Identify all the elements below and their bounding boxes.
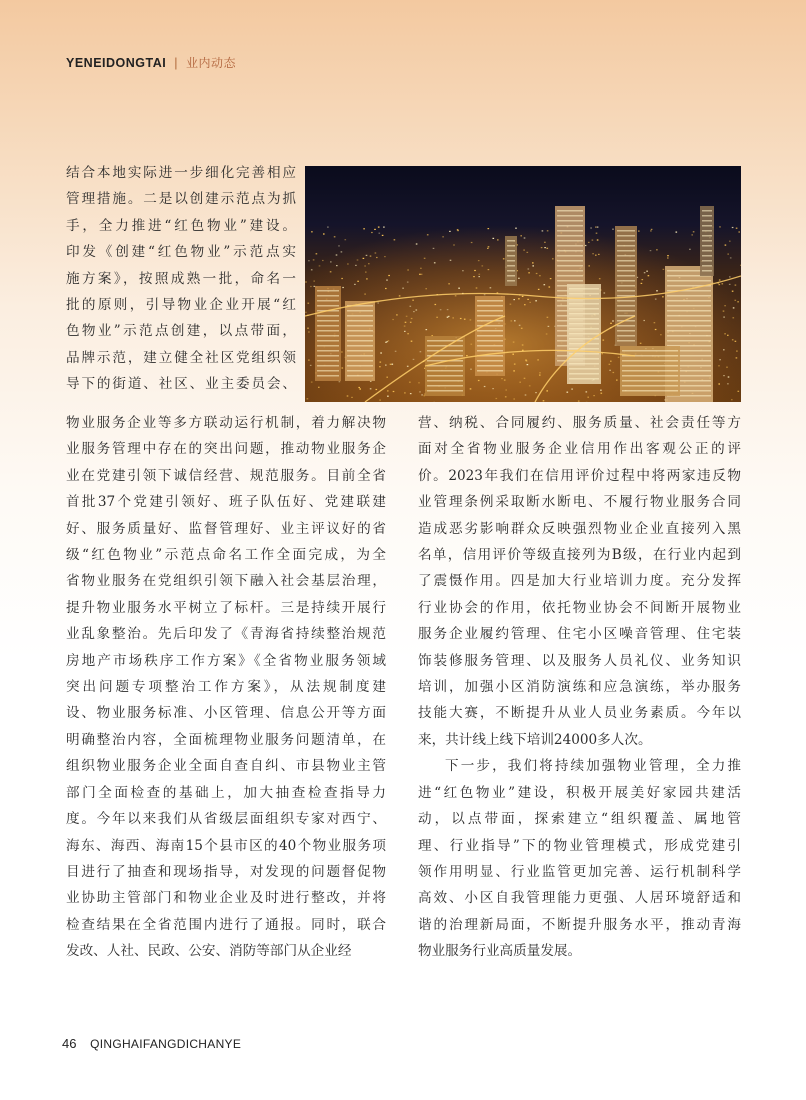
- text-line: 领作用明显、行业监管更加完善、运行机制科学: [418, 863, 741, 880]
- text-line: 海东、海西、海南15个县市区的40个物业服务项: [66, 837, 386, 854]
- text-line: 设、物业服务标准、小区管理、信息公开等方面: [66, 705, 386, 722]
- text-line: 组织物业服务企业全面自查自纠、市县物业主管: [66, 758, 386, 775]
- text-line: 业在党建引领下诚信经营、规范服务。目前全省: [66, 467, 386, 484]
- page-footer: [62, 1036, 241, 1051]
- text-line: 下一步，我们将持续加强物业管理，全力推: [445, 758, 741, 775]
- text-line: 好、服务质量好、监督管理好、业主评议好的省: [66, 520, 386, 537]
- text-line: 动，以点带面，探索建立“组织覆盖、属地管: [418, 811, 741, 828]
- text-line: 高效、小区自我管理能力更强、人居环境舒适和: [418, 890, 741, 907]
- text-line: 了震慑作用。四是加大行业培训力度。充分发挥: [418, 573, 741, 590]
- text-line: 部门全面检查的基础上，加大抽查检查指导力: [66, 784, 386, 801]
- text-line: 施方案》，按照成熟一批，命名一: [66, 270, 296, 287]
- text-line: 理、行业指导”下的物业管理模式，形成党建引: [418, 837, 741, 854]
- text-line: 批的原则，引导物业企业开展“红: [66, 297, 296, 314]
- text-line: 进“红色物业”建设，积极开展美好家园共建活: [418, 784, 741, 801]
- text-line: 提升物业服务水平树立了标杆。三是持续开展行: [66, 599, 386, 616]
- header-section-cn: 业内动态: [185, 56, 236, 70]
- text-line: 管理措施。二是以创建示范点为抓: [66, 191, 296, 208]
- text-line: 结合本地实际进一步细化完善相应: [66, 165, 296, 181]
- text-line: 发改、人社、民政、公安、消防等部门从企业经: [66, 943, 352, 960]
- text-line: 服务企业履约管理、住宅小区噪音管理、住宅装: [418, 626, 741, 643]
- text-line: 印发《创建“红色物业”示范点实: [66, 244, 296, 261]
- text-line: 突出问题专项整治工作方案》，从法规制度建: [66, 679, 386, 696]
- article-text-left-column: [66, 410, 386, 965]
- text-line: 业服务管理中存在的突出问题，推动物业服务企: [66, 441, 386, 458]
- text-line: 造成恶劣影响群众反映强烈物业企业直接列入黑: [418, 520, 741, 537]
- text-line: 级“红色物业”示范点命名工作全面完成，为全: [66, 547, 386, 564]
- text-line: 明确整治内容，全面梳理物业服务问题清单，在: [66, 731, 386, 748]
- page-number: 46: [62, 1036, 77, 1051]
- city-night-skyline: [305, 166, 741, 402]
- header-section-en: YENEIDONGTAI: [66, 56, 167, 70]
- magazine-name: QINGHAIFANGDICHANYE: [90, 1037, 242, 1051]
- text-line: 省物业服务在党组织引领下融入社会基层治理，: [66, 573, 386, 590]
- text-line: 面对全省物业服务企业信用作出客观公正的评: [418, 441, 741, 458]
- article-text-right-column: [418, 410, 741, 965]
- text-line: 房地产市场秩序工作方案》《全省物业服务领域: [66, 652, 386, 669]
- text-line: 名单，信用评价等级直接列为B级，在行业内起到: [418, 547, 741, 564]
- text-line: 饰装修服务管理、以及服务人员礼仪、业务知识: [418, 652, 741, 669]
- city-night-photo: [305, 166, 741, 402]
- text-line: 价。2023年我们在信用评价过程中将两家违反物: [418, 467, 741, 484]
- article-text-top: [66, 160, 296, 398]
- text-line: 谐的治理新局面，不断提升服务水平，推动青海: [418, 916, 741, 933]
- text-line: 品牌示范，建立健全社区党组织领: [66, 349, 296, 366]
- text-line: 业协助主管部门和物业企业及时进行整改，并将: [66, 890, 386, 907]
- text-line: 首批37个党建引领好、班子队伍好、党建联建: [66, 494, 386, 511]
- text-line: 物业服务企业等多方联动运行机制，着力解决物: [66, 415, 386, 431]
- text-line: 导下的街道、社区、业主委员会、: [66, 376, 296, 393]
- text-line: 来，共计线上线下培训24000多人次。: [418, 731, 652, 748]
- text-line: 业管理条例采取断水断电、不履行物业服务合同: [418, 494, 741, 511]
- text-line: 行业协会的作用，依托物业协会不间断开展物业: [418, 599, 741, 616]
- text-line: 培训，加强小区消防演练和应急演练，举办服务: [418, 679, 741, 696]
- text-line: 物业服务行业高质量发展。: [418, 943, 582, 960]
- text-line: 技能大赛，不断提升从业人员业务素质。今年以: [418, 705, 741, 722]
- text-line: 色物业”示范点创建，以点带面，: [66, 323, 296, 340]
- header-separator: |: [174, 56, 178, 70]
- text-line: 业乱象整治。先后印发了《青海省持续整治规范: [66, 626, 386, 643]
- text-line: 手，全力推进“红色物业”建设。: [66, 217, 296, 234]
- text-line: 度。今年以来我们从省级层面组织专家对西宁、: [66, 811, 386, 828]
- running-header: [66, 54, 236, 71]
- text-line: 目进行了抽查和现场指导，对发现的问题督促物: [66, 863, 386, 880]
- text-line: 检查结果在全省范围内进行了通报。同时，联合: [66, 916, 386, 933]
- text-line: 营、纳税、合同履约、服务质量、社会责任等方: [418, 415, 741, 431]
